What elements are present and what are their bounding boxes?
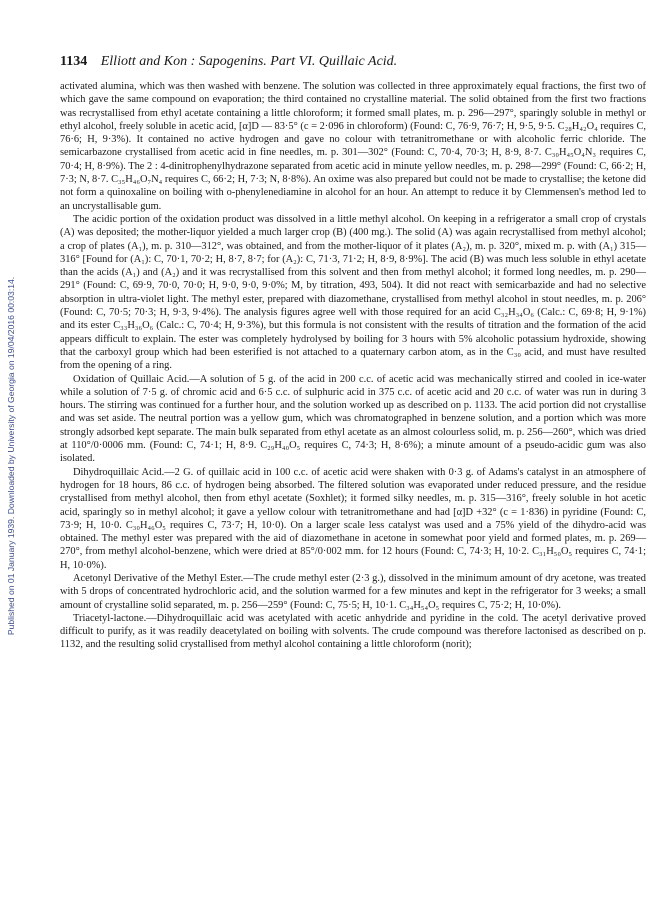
paragraph-neutral-fraction: activated alumina, which was then washed with benzene. The solution was collected in three approximately equal fractions, the first two of which gave the same compound on evaporation; the third contained no crystalline material. The solid obtained from the first two fractions was recrystallised from ethyl acetate containing a little chloroform; it formed small plates, m. p. 296—297°, sparingly soluble in methyl or ethyl alcohol, freely soluble in acetic acid, [α]D — 83·5° (c = 2·096 in chloroform) (Found: C, 76·9, 76·7; H, 9·5, 9·5. C₂₈H₄₂O₄ requires C, 76·6; H, 9·3%). It contained no active hydrogen and gave no colour with tetranitromethane or with alcoholic ferric chloride. The semicarbazone crystallised from acetic acid in fine needles, m. p. 301—302° (Found: C, 70·4, 70·3; H, 8·9, 8·7. C₃₀H₄₅O₄N₃ requires C, 70·4; H, 8·9%). The 2 : 4-dinitrophenylhydrazone separated from acetic acid in minute yellow needles, m. p. 298—299° (Found: C, 66·2; H, 7·3; N, 8·7. C₃₅H₄₆O₇N₄ requires C, 66·2; H, 7·3; N, 8·8%). An oxime was also prepared but could not be made to crystallise; the ketone did not form a quinoxaline on boiling with o-phenylenediamine in alcohol for an hour. An attempt to reduce it by Clemmensen's method led to an uncrystallisable gum. [60,81,646,212]
running-title: Elliott and Kon : Sapogenins. Part VI. Quillaic Acid. [100,54,398,69]
paragraph-triacetyl-lactone: Triacetyl-lactone.—Dihydroquillaic acid was acetylated with acetic anhydride and pyridine in the cold. The acetyl derivative proved difficult to purify, as it was readily deacetylated on boiling with solvents. The crude compound was therefore lactonised as described on p. 1132, and the resulting solid crystallised from methyl alcohol containing a little chloroform (norit); [60,612,646,651]
paragraph-acidic-portion: The acidic portion of the oxidation product was dissolved in a little methyl alcohol. On keeping in a refrigerator a small crop of crystals (A) was deposited; the mother-liquor yielded a much larger crop (B) (400 mg.). The solid (A) was again recrystallised from methyl alcohol; a crop of plates (A₁), m. p. 310—312°, was obtained, and from the mother-liquor of it plates (A₂), m. p. 320°, mixed m. p. with (A₁) 315—316° [Found for (A₁): C, 70·1, 70·2; H, 8·7, 8·7; for (A₂): C, 71·3, 71·2; H, 8·9, 8·9%]. The acid (B) was much less soluble in ethyl acetate than the acids (A₁) and (A₂) and it was recrystallised from this solvent and then from methyl alcohol; it formed long needles, m. p. 290—291° (Found: C, 69·9, 70·0, 70·0; H, 9·0, 9·0, 9·0%; M, by titration, 493, 504). It did not react with semicarbazide and had no selective absorption in ultra-violet light. The methyl ester, prepared with diazomethane, crystallised from methyl alcohol in stout needles, m. p. 206° (Found: C, 70·5; 70·3; H, 9·3, 9·4%). The analysis figures agree well with those required for an acid C₃₂H₃₄O₆ (Calc.: C, 69·8; H, 9·1%) and its ester C₃₃H₃₆O₆ (Calc.: C, 70·4; H, 9·3%), but this formula is not consistent with the results of titration and the formation of the acid appears difficult to explain. The ester was completely hydrolysed by boiling for 3 hours with 5% alcoholic potassium hydroxide, showing that the carboxyl group which had been esterified is not attached to a quaternary carbon atom, as in the C₃₀ acid, and must have resulted from the opening of a ring. [60,213,646,372]
journal-page [60,52,646,652]
page-number: 1134 [60,54,88,69]
publication-sidebar [0,0,22,912]
published-download-note: Published on 01 January 1939. Downloaded by University of Georgia on 19/04/2016 00:03:14. [6,276,16,636]
running-header [60,52,646,72]
paragraph-dihydroquillaic-acid: Dihydroquillaic Acid.—2 G. of quillaic acid in 100 c.c. of acetic acid were shaken with 0·3 g. of Adams's catalyst in an atmosphere of hydrogen for 18 hours, 86 c.c. of hydrogen being absorbed. The filtered solution was evaporated under reduced pressure, and the residue crystallised from methyl alcohol, then from ethyl acetate (Soxhlet); it formed silky needles, m. p. 315—316°, freely soluble in hot acetic acid, sparingly so in methyl alcohol; it gave a yellow colour with tetranitromethane and had [α]D +32° (c = 1·836) in pyridine (Found: C, 73·9; H, 10·0. C₃₀H₄₆O₅ requires C, 73·7; H, 10·0). On a larger scale less catalyst was used and a 75% yield of the dihydro-acid was obtained. The methyl ester was prepared with the aid of diazomethane in acetone in somewhat poor yield and formed plates, m. p. 269—270°, from methyl alcohol-benzene, which were dried at 85°/0·002 mm. for 12 hours (Found: C, 74·3; H, 10·2. C₃₁H₅₀O₅ requires C, 74·1; H, 10·0%). [60,466,646,571]
paragraph-acetonyl-derivative: Acetonyl Derivative of the Methyl Ester.—The crude methyl ester (2·3 g.), dissolved in the minimum amount of dry acetone, was treated with 5 drops of concentrated hydrochloric acid, and the solution warmed for a few minutes and kept in the refrigerator for 3 weeks; a small amount of crystalline solid separated, m. p. 256—259° (Found: C, 75·5; H, 10·1. C₃₄H₅₄O₅ requires C, 75·2; H, 10·0%). [60,572,646,611]
article-body [60,80,646,652]
paragraph-oxidation-of-quillaic-acid: Oxidation of Quillaic Acid.—A solution of 5 g. of the acid in 200 c.c. of acetic acid was mechanically stirred and cooled in ice-water while a solution of 7·5 g. of chromic acid and 6·5 c.c. of sulphuric acid in 375 c.c. of acetic acid and 20 c.c. of water was run in during 3 hours. The stirring was continued for a further hour, and the solution worked up as described on p. 1133. The acid portion did not crystallise and was set aside. The neutral portion was a yellow gum, which was chromatographed in benzene solution, and a portion which was more strongly adsorbed kept separate. The main bulk separated from ethyl acetate as an almost colourless solid, m. p. 256—260°, which was dried at 110°/0·0006 mm. (Found: C, 74·1; H, 8·9. C₂₉H₄₀O₅ requires C, 74·3; H, 8·6%); a minute amount of a pseudo-acidic gum was also isolated. [60,373,646,465]
